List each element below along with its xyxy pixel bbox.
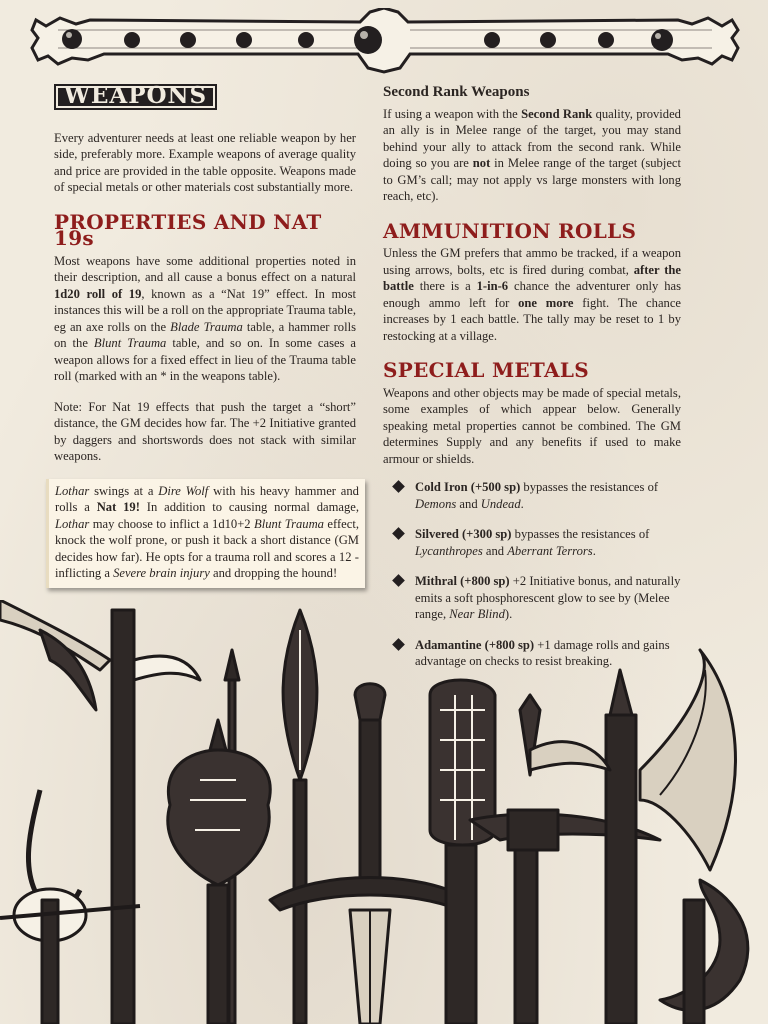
- nat19-note: Note: For Nat 19 effects that push the target a “short” distance, the GM decides how far. The +2 Initiative granted by daggers and shortswords does not stack with similar weapons.: [54, 399, 356, 463]
- properties-paragraph: Most weapons have some additional properties noted in their description, and all cause a bonus effect on a natural 1d20 roll of 19, known as a “Nat 19” effect. In most instances this will be a roll on the appropriate Trauma table, eg an axe rolls on the Blade Trauma table, a hammer rolls on the Blunt Trauma table, and so on. In some cases a weapon allows for a fixed effect in lieu of the Trauma table roll (marked with an * in the weapons table).: [54, 253, 357, 383]
- special-metals-intro: Weapons and other objects may be made of special metals, some examples of which appear below. Generally speaking metal properties cannot be combined. The GM determines Supply and any benefits if used to make armour or shields.: [383, 385, 681, 466]
- list-item: Mithral (+800 sp) +2 Initiative bonus, and naturally emits a soft phosphorescent glow to see by (Melee range, Near Blind).: [383, 573, 681, 623]
- list-item: Silvered (+300 sp) bypasses the resistances of Lycanthropes and Aberrant Terrors.: [383, 526, 681, 559]
- riveted-banner: [28, 8, 740, 74]
- weapons-illustration: [0, 600, 768, 1024]
- diamond-bullet-icon: [392, 480, 405, 493]
- properties-heading: PROPERTIES AND NAT 19s: [54, 209, 322, 250]
- left-column: [54, 82, 360, 588]
- ammunition-paragraph: Unless the GM prefers that ammo be tracked, if a weapon using arrows, bolts, etc is fired during combat, after the battle there is a 1-in-6 chance the adventurer only has enough ammo left for one more fight. The chance increases by 1 each battle. The tally may be reset to 1 by restocking at a village.: [383, 246, 682, 343]
- example-sidebar: Lothar swings at a Dire Wolf with his heavy hammer and rolls a Nat 19! In addition to causing normal damage, Lothar may choose to inflict a 1d10+2 Blunt Trauma effect, knock the wolf prone, or push it back a short distance (GM decides how far). He opts for a trauma roll and scores a 12 - inflicting a Severe brain injury and dropping the hound!: [46, 479, 365, 588]
- page-title: WEAPONS: [54, 84, 217, 110]
- ammunition-heading: AMMUNITION ROLLS: [383, 218, 637, 243]
- list-item: Cold Iron (+500 sp) bypasses the resistances of Demons and Undead.: [383, 479, 681, 512]
- special-metals-heading: SPECIAL METALS: [383, 358, 589, 382]
- second-rank-heading: Second Rank Weapons: [383, 84, 530, 100]
- list-item: Adamantine (+800 sp) +1 damage rolls and gains advantage on checks to resist breaking.: [383, 637, 681, 670]
- second-rank-paragraph: If using a weapon with the Second Rank quality, provided an ally is in Melee range of the target, you may stand behind your ally to attack from the second rank. While doing so you are not in Melee range of the target (subject to GM’s call; may not apply vs large monsters with long reach, etc).: [383, 106, 681, 203]
- diamond-bullet-icon: [392, 574, 405, 587]
- right-column: [383, 84, 681, 684]
- intro-paragraph: Every adventurer needs at least one reliable weapon by her side, preferably more. Example weapons of average quality and price are provided in the table opposite. Weapons made of special metals or other materials cost substantially more.: [54, 130, 356, 194]
- diamond-bullet-icon: [392, 527, 405, 540]
